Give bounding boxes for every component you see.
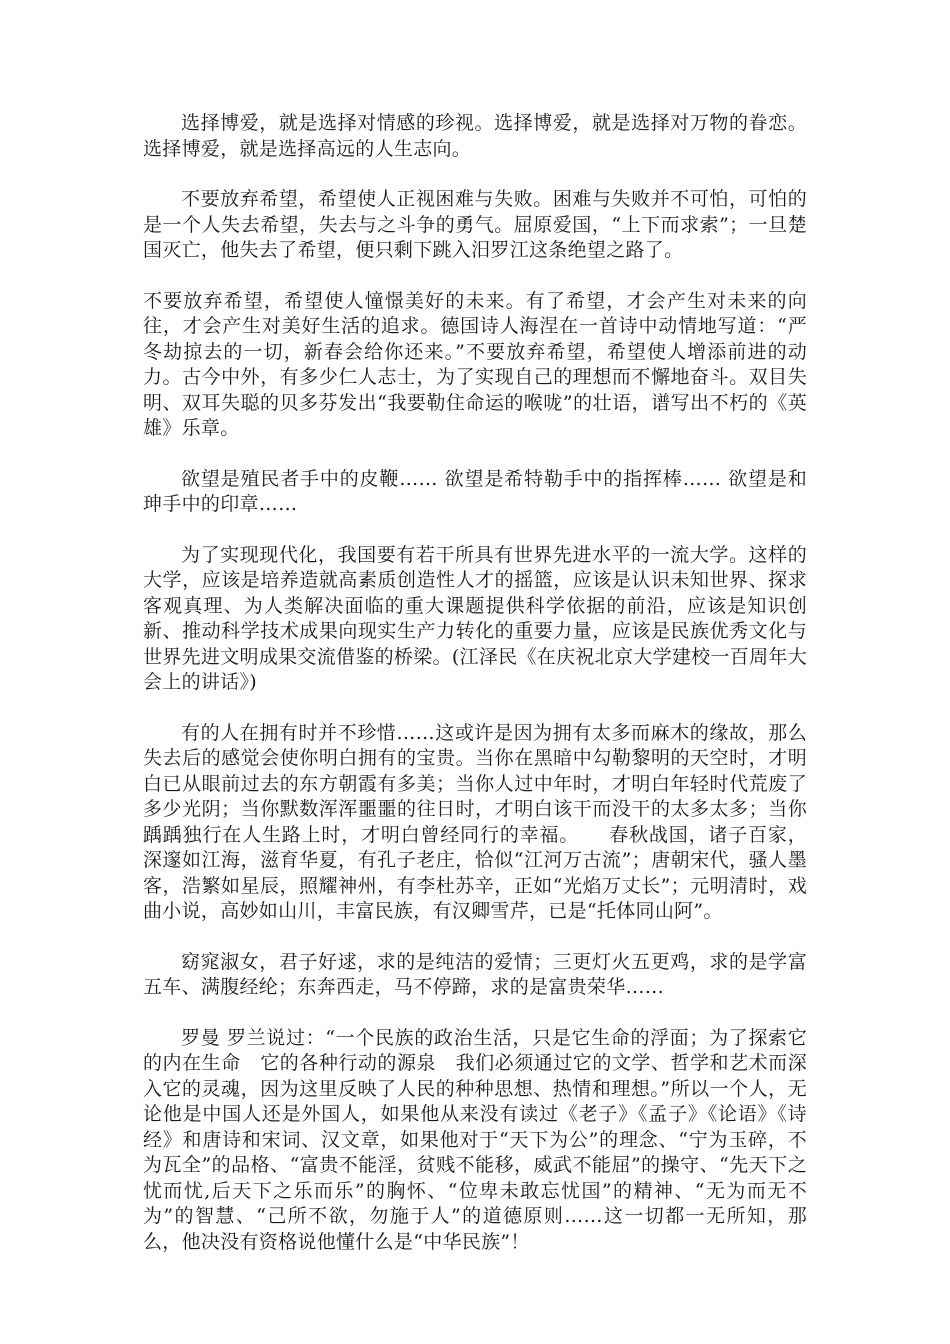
- paragraph-8: 罗曼 罗兰说过：“一个民族的政治生活，只是它生命的浮面；为了探索它的内在生命 它的各种行动的源泉 我们必须通过它的文学、哲学和艺术而深入它的灵魂，因为这里反映了人民的种种思想、热情和理想。”所以一个人，无论他是中国人还是外国人，如果他从来没有读过《老子》《孟子》《论语》《诗经》和唐诗和宋词、汉文章，如果他对于“天下为公”的理念、“宁为玉碎，不为瓦全”的品格、“富贵不能淫，贫贱不能移，威武不能屈”的操守、“先天下之忧而忧,后天下之乐而乐”的胸怀、“位卑未敢忘忧国”的精神、“无为而无不为”的智慧、“己所不欲，勿施于人”的道德原则……这一切都一无所知，那么，他决没有资格说他懂什么是“中华民族”！: [143, 1026, 807, 1253]
- paragraph-7: 窈窕淑女，君子好逑，求的是纯洁的爱情；三更灯火五更鸡，求的是学富五车、满腹经纶；东奔西走，马不停蹄，求的是富贵荣华……: [143, 950, 807, 998]
- paragraph-6: 有的人在拥有时并不珍惜……这或许是因为拥有太多而麻木的缘故，那么失去后的感觉会使你明白拥有的宝贵。当你在黑暗中勾勒黎明的天空时，才明白已从眼前过去的东方朝霞有多美；当你人过中年时，才明白年轻时代荒废了多少光阴；当你默数浑浑噩噩的往日时，才明白该干而没干的太多太多；当你踽踽独行在人生路上时，才明白曾经同行的幸福。 春秋战国，诸子百家，深邃如江海，滋育华夏，有孔子老庄，恰似“江河万古流”；唐朝宋代，骚人墨客，浩繁如星辰，照耀神州，有李杜苏辛，正如“光焰万丈长”；元明清时，戏曲小说，高妙如山川，丰富民族，有汉卿雪芹，已是“托体同山阿”。: [143, 721, 807, 922]
- document-body: [143, 111, 807, 1280]
- paragraph-4: 欲望是殖民者手中的皮鞭…… 欲望是希特勒手中的指挥棒…… 欲望是和珅手中的印章……: [143, 467, 807, 515]
- paragraph-1: 选择博爱，就是选择对情感的珍视。选择博爱，就是选择对万物的眷恋。选择博爱，就是选择高远的人生志向。: [143, 112, 807, 160]
- paragraph-5: 为了实现现代化，我国要有若干所具有世界先进水平的一流大学。这样的大学，应该是培养造就高素质创造性人才的摇篮，应该是认识未知世界、探求客观真理、为人类解决面临的重大课题提供科学依据的前沿，应该是知识创新、推动科学技术成果向现实生产力转化的重要力量，应该是民族优秀文化与世界先进文明成果交流借鉴的桥梁。(江泽民《在庆祝北京大学建校一百周年大会上的讲话》): [143, 543, 807, 693]
- paragraph-3: 不要放弃希望，希望使人憧憬美好的未来。有了希望，才会产生对未来的向往，才会产生对美好生活的追求。德国诗人海涅在一首诗中动情地写道：“严冬劫掠去的一切，新春会给你还来。”不要放弃希望，希望使人增添前进的动力。古今中外，有多少仁人志士，为了实现自己的理想而不懈地奋斗。双目失明、双耳失聪的贝多芬发出“我要勒住命运的喉咙”的壮语，谱写出不朽的《英雄》乐章。: [143, 289, 807, 439]
- paragraph-2: 不要放弃希望，希望使人正视困难与失败。困难与失败并不可怕，可怕的是一个人失去希望，失去与之斗争的勇气。屈原爱国，“上下而求索”；一旦楚国灭亡，他失去了希望，便只剩下跳入汨罗江这条绝望之路了。: [143, 188, 807, 261]
